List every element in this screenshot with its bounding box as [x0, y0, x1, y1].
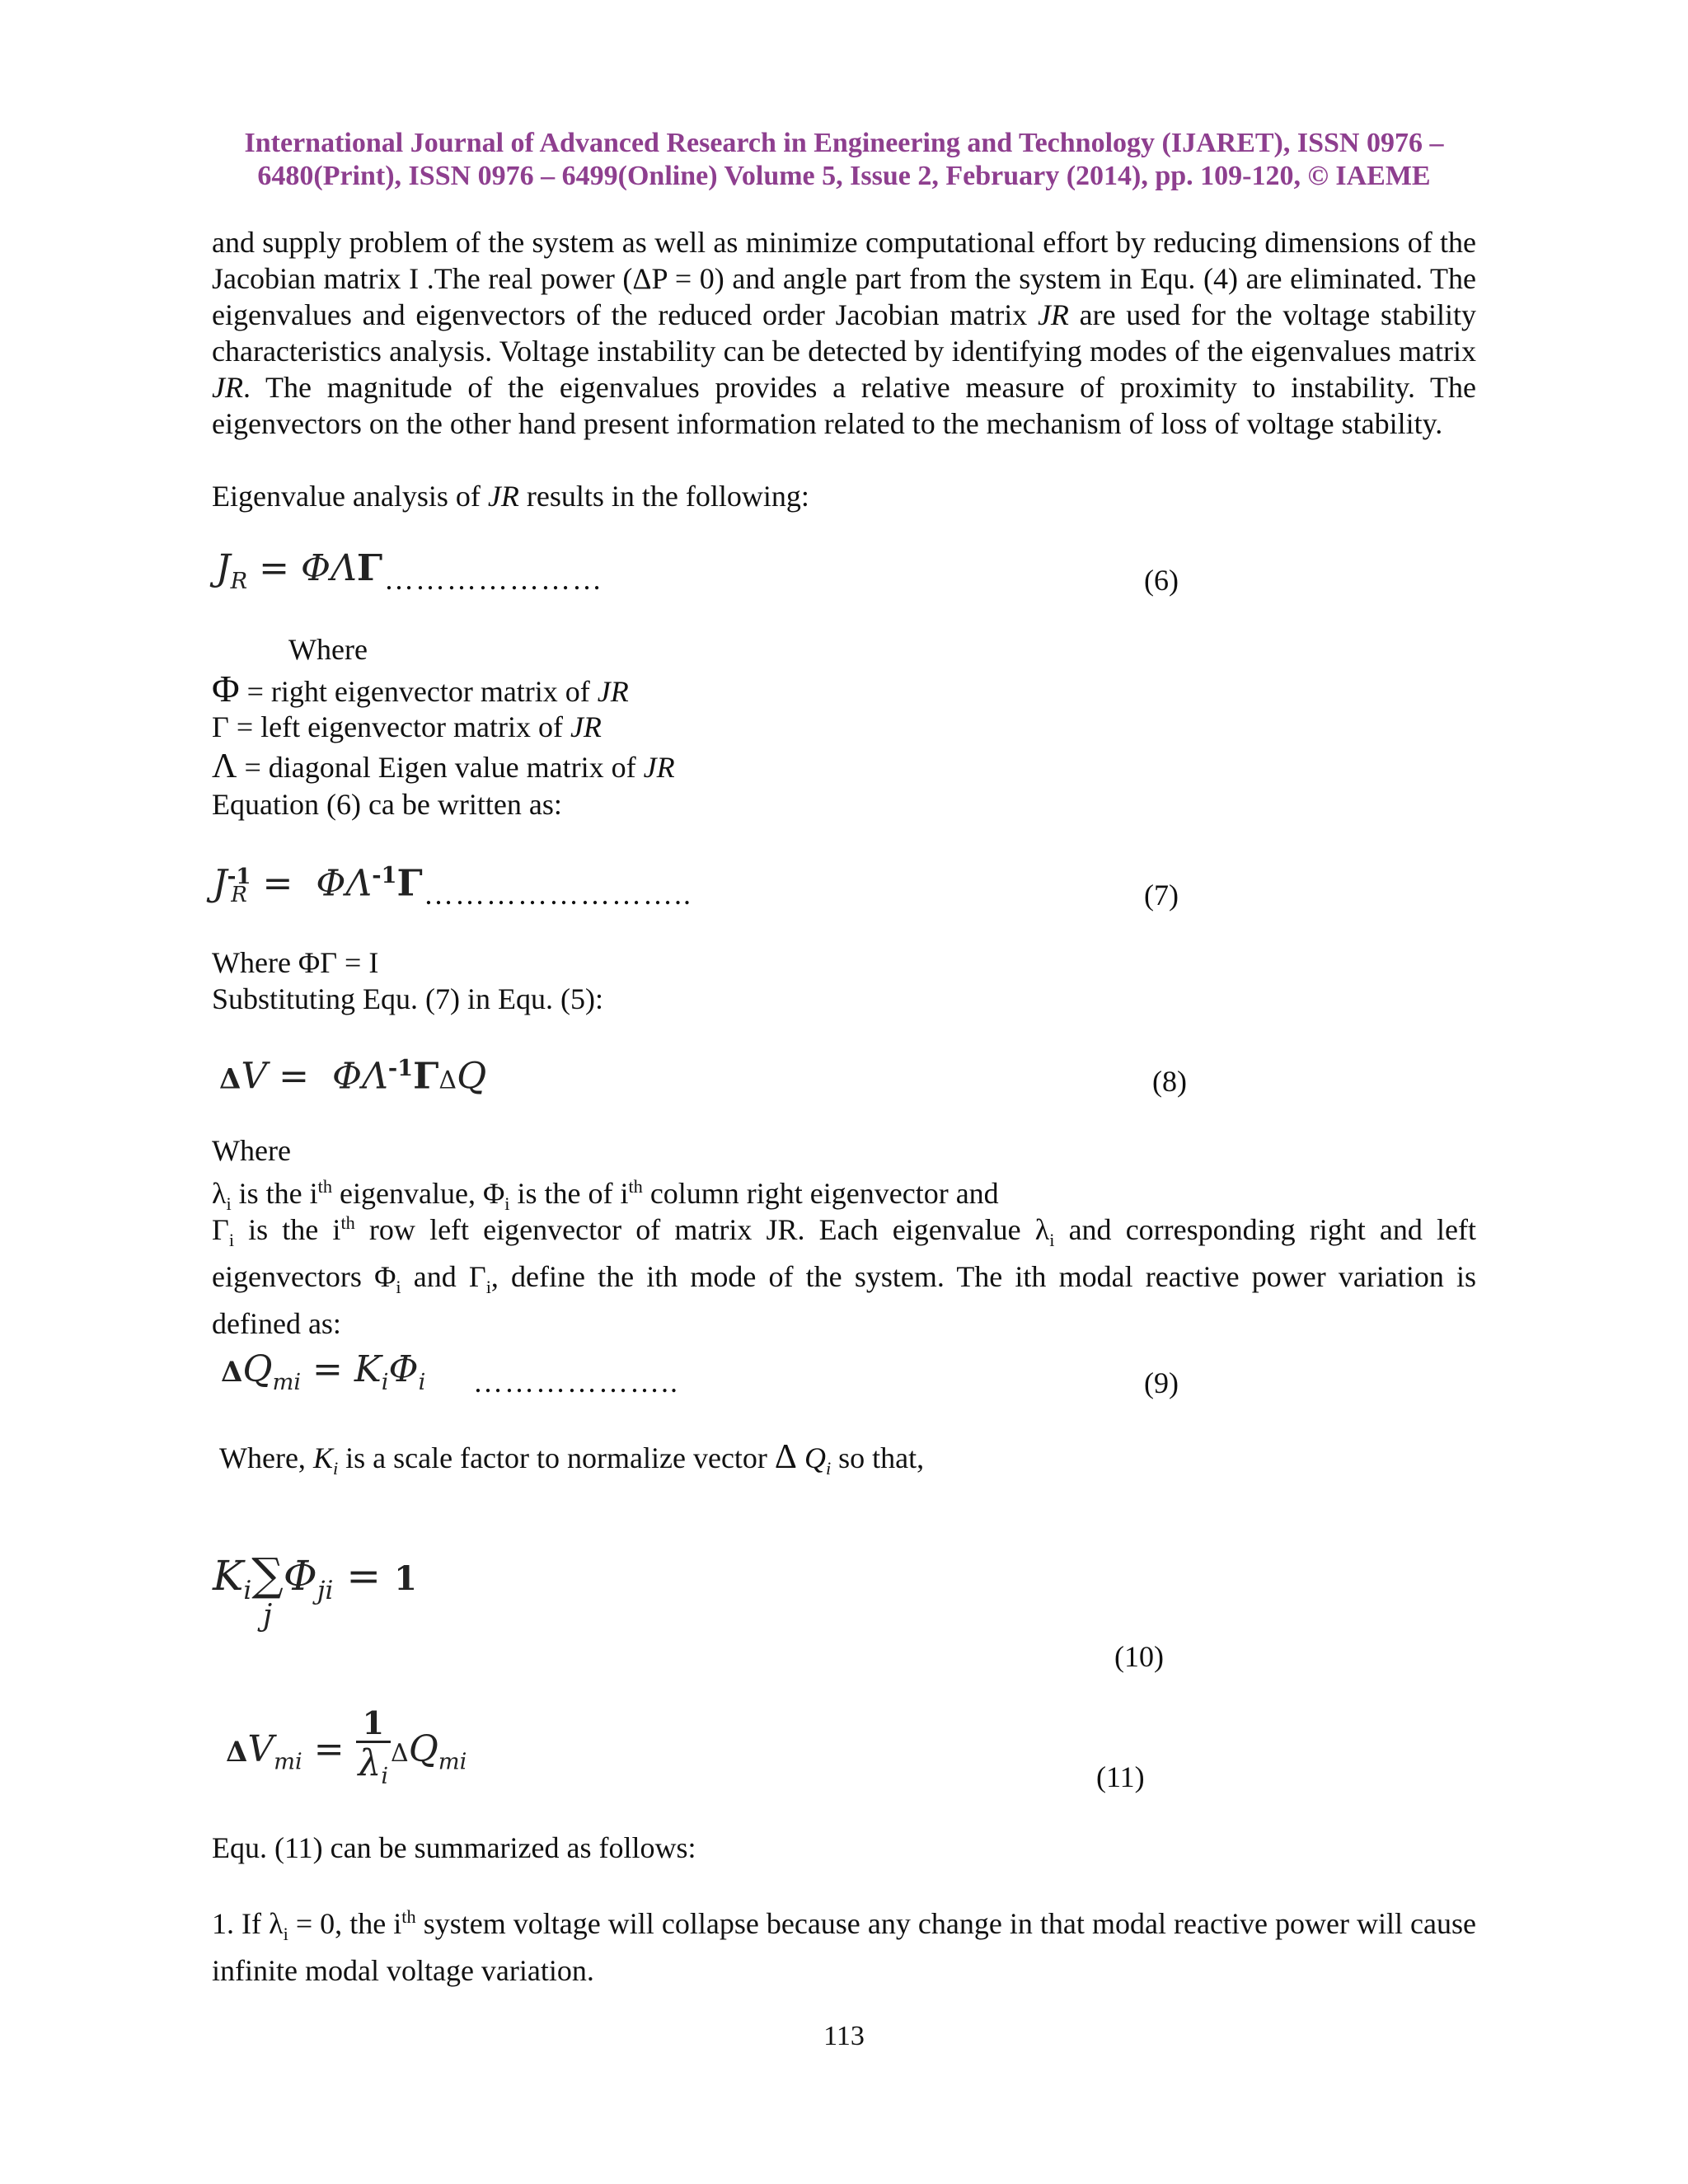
- lambda-i-definition: $\lambda_i$ is the $i^{th}$ eigenvalue, $\Phi_i$ is the of $i^{th}$ column right eigenvector and: [212, 1176, 999, 1215]
- summary-intro: Equ. (11) can be summarized as follows:: [212, 1831, 696, 1864]
- header-line-1: International Journal of Advanced Research in Engineering and Technology (IJARET), ISSN 0976 –: [244, 128, 1444, 158]
- gamma-i-definition: $\Gamma_i$ is the $i^{th}$ row left eigenvector of matrix JR. Each eigenvalue $\lambda_i$ and corresponding right and left eigenvectors $\Phi_i$ and $\Gamma_i$, define the ith mode of the system. The ith modal reactive power variation is defined as:: [212, 1212, 1477, 1341]
- equation-7: J -1 R = $\Phi\Lambda^{-1}\Gamma$: [213, 862, 423, 908]
- intro-paragraph: and supply problem of the system as well as minimize computational effort by reducing dimensions of the Jacobian matrix I .The real power (ΔP = 0) and angle part from the system in Equ. (4) are eliminated. The eigenvalues and eigenvectors of the reduced order Jacobian matrix JR are used for the voltage stability characteristics analysis. Voltage instability can be detected by identifying modes of the eigenvalues matrix JR. The magnitude of the eigenvalues provides a relative measure of proximity to instability. The eigenvectors on the other hand present information related to the mechanism of loss of voltage stability.: [212, 226, 1476, 440]
- equation-8: $\Delta V = \Phi\Lambda^{-1}\Gamma\Delta Q$: [219, 1055, 487, 1098]
- lambda-definition: Λ = diagonal Eigen value matrix of JR: [212, 748, 675, 785]
- equation-9-number: (9): [1144, 1366, 1179, 1399]
- gamma-definition: Γ = left eigenvector matrix of JR: [212, 710, 602, 743]
- summary-item-1: 1. If $\lambda_i = 0$, the $i^{th}$ system voltage will collapse because any change in that modal reactive power will cause infinite modal voltage variation.: [212, 1906, 1477, 1988]
- phi-symbol: Φ: [212, 668, 240, 710]
- substituting-note: Substituting Equ. (7) in Equ. (5):: [212, 982, 603, 1015]
- journal-header: [148, 127, 1540, 193]
- equation-10: $K_i$ ∑ j $\Phi_{ji} = 1$: [213, 1549, 417, 1633]
- equation-6-leader: …………………: [384, 563, 603, 596]
- equation-9-leader: ………………..: [473, 1366, 679, 1399]
- equation-6: $J_R = \Phi\Lambda\Gamma$: [216, 547, 383, 594]
- equation-9: $\Delta Q_{mi} = K_i\Phi_i$: [221, 1348, 426, 1395]
- equation-11: $\Delta V_{mi}$ = $\frac{1}{\lambda_i}$ $\Delta Q_{mi}$: [226, 1704, 467, 1789]
- eigenvalue-analysis-intro: Eigenvalue analysis of JR results in the following:: [212, 480, 809, 513]
- equation-7-number: (7): [1144, 879, 1179, 912]
- equation-11-number: (11): [1096, 1760, 1145, 1793]
- where-phigamma: Where ΦΓ = I: [212, 946, 379, 979]
- equation-10-number: (10): [1114, 1640, 1164, 1673]
- header-line-2: 6480(Print), ISSN 0976 – 6499(Online) Volume 5, Issue 2, February (2014), pp. 109-120, © IAEME: [257, 161, 1431, 191]
- equation-7-leader: ……………………..: [424, 878, 692, 911]
- phi-definition: Φ = right eigenvector matrix of JR: [212, 668, 629, 710]
- eq6-written-note: Equation (6) ca be written as:: [212, 788, 562, 821]
- page-number: 113: [823, 2021, 865, 2051]
- lambda-symbol: Λ: [212, 748, 237, 785]
- gamma-symbol: Γ: [212, 710, 229, 743]
- ki-definition: Where, $K_i$ is a scale factor to normalize vector Δ $Q_i$ so that,: [219, 1438, 925, 1479]
- where-label: Where: [288, 633, 368, 666]
- equation-8-number: (8): [1152, 1065, 1187, 1098]
- where-label-2: Where: [212, 1134, 291, 1167]
- equation-6-number: (6): [1144, 564, 1179, 597]
